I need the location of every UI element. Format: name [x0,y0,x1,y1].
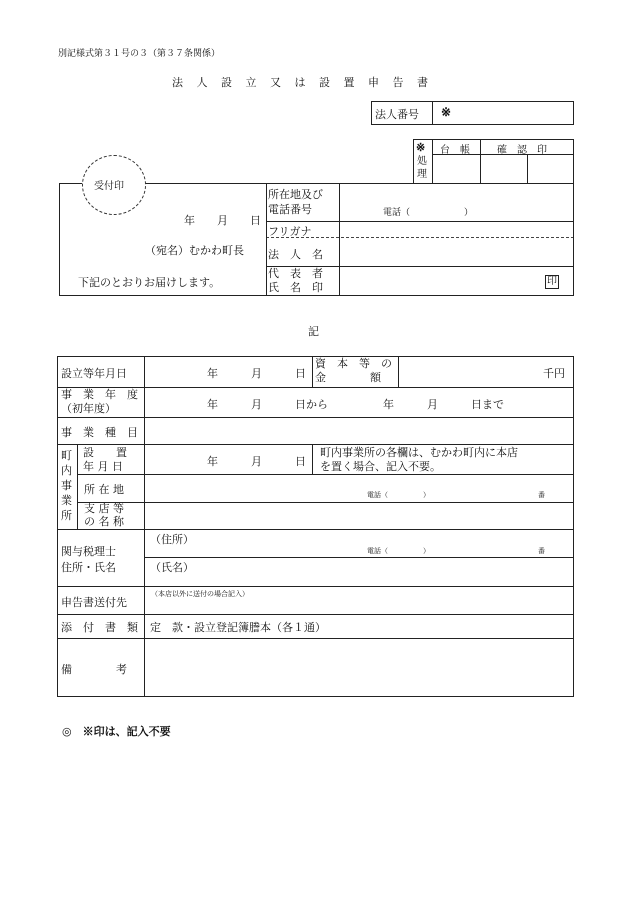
attachments-value: 定 款・設立登記簿謄本（各１通） [150,621,326,634]
office-group-label: 町 内 事 業 所 [61,449,72,522]
fiscal-year-value: 年 月 日から 年 月 日まで [207,398,504,411]
business-type-label: 事 業 種 目 [61,426,138,439]
representative-label: 代 表 者 氏 名 印 [268,267,323,294]
capital-field[interactable] [402,359,537,384]
addressee: （宛名）むかわ町長 [145,244,244,257]
office-address-field[interactable] [148,477,570,488]
tax-accountant-address-label: （住所） [150,533,194,546]
tax-accountant-phone: 電話（ ） [367,547,430,555]
remarks-label: 備 考 [61,663,127,676]
applicant-address-field[interactable] [342,185,571,219]
send-to-field[interactable] [148,598,570,612]
confirm-seal-header: 確 認 印 [497,145,547,156]
section-mark: 記 [308,325,319,338]
corp-name-label: 法 人 名 [268,248,323,261]
branch-name-label: 支 店 等 の 名 称 [84,502,124,528]
office-phone-suffix: 番 [538,491,545,499]
submission-note: 下記のとおりお届けします。 [78,276,221,289]
footer-note: ◎ ※印は、記入不要 [62,725,171,738]
applicant-phone: 電話（ ） [383,208,474,218]
office-date-value: 年 月 日 [207,455,306,468]
corp-name-field[interactable] [342,240,571,264]
office-address-label: 所 在 地 [84,483,124,496]
corp-number-label: 法人番号 [375,108,419,121]
capital-unit: 千円 [543,367,565,380]
corp-number-input[interactable] [465,103,570,122]
office-note: 町内事業所の各欄は、むかわ町内に本店 を置く場合、記入不要。 [320,446,518,473]
processing-label: 処 理 [417,156,427,180]
fiscal-year-label: 事 業 年 度 （初年度） [61,388,138,415]
tax-accountant-name-label: （氏名） [150,561,194,574]
ledger-header: 台 帳 [440,145,470,156]
est-date-label: 設立等年月日 [61,367,127,380]
branch-name-field[interactable] [148,505,570,527]
representative-field[interactable] [342,268,540,293]
intake-stamp-label: 受付印 [94,181,124,192]
send-to-label: 申告書送付先 [61,596,127,609]
form-reference: 別記様式第３１号の３（第３７条関係） [58,49,221,59]
send-to-note: （本店以外に送付の場合記入） [151,590,249,598]
address-phone-label: 所在地及び 電話番号 [268,188,323,216]
tax-accountant-phone-suffix: 番 [538,547,545,555]
attachments-label: 添 付 書 類 [61,621,138,634]
processing-mark: ※ [416,141,426,154]
seal-mark: 印 [547,276,557,287]
intake-date: 年 月 日 [184,214,261,227]
form-title: 法 人 設 立 又 は 設 置 申 告 書 [172,76,433,89]
furigana-label: フリガナ [268,225,312,238]
business-type-field[interactable] [148,420,570,442]
remarks-field[interactable] [148,641,570,693]
furigana-field[interactable] [342,223,571,236]
est-date-value: 年 月 日 [207,367,306,380]
corp-number-mark: ※ [441,105,452,119]
tax-accountant-label: 関与税理士 住所・氏名 [61,545,116,574]
office-date-label: 設 置 年 月 日 [83,446,127,473]
office-phone: 電話（ ） [367,491,430,499]
capital-label: 資 本 等 の 金 額 [315,357,392,384]
tax-accountant-name-field[interactable] [200,560,570,583]
